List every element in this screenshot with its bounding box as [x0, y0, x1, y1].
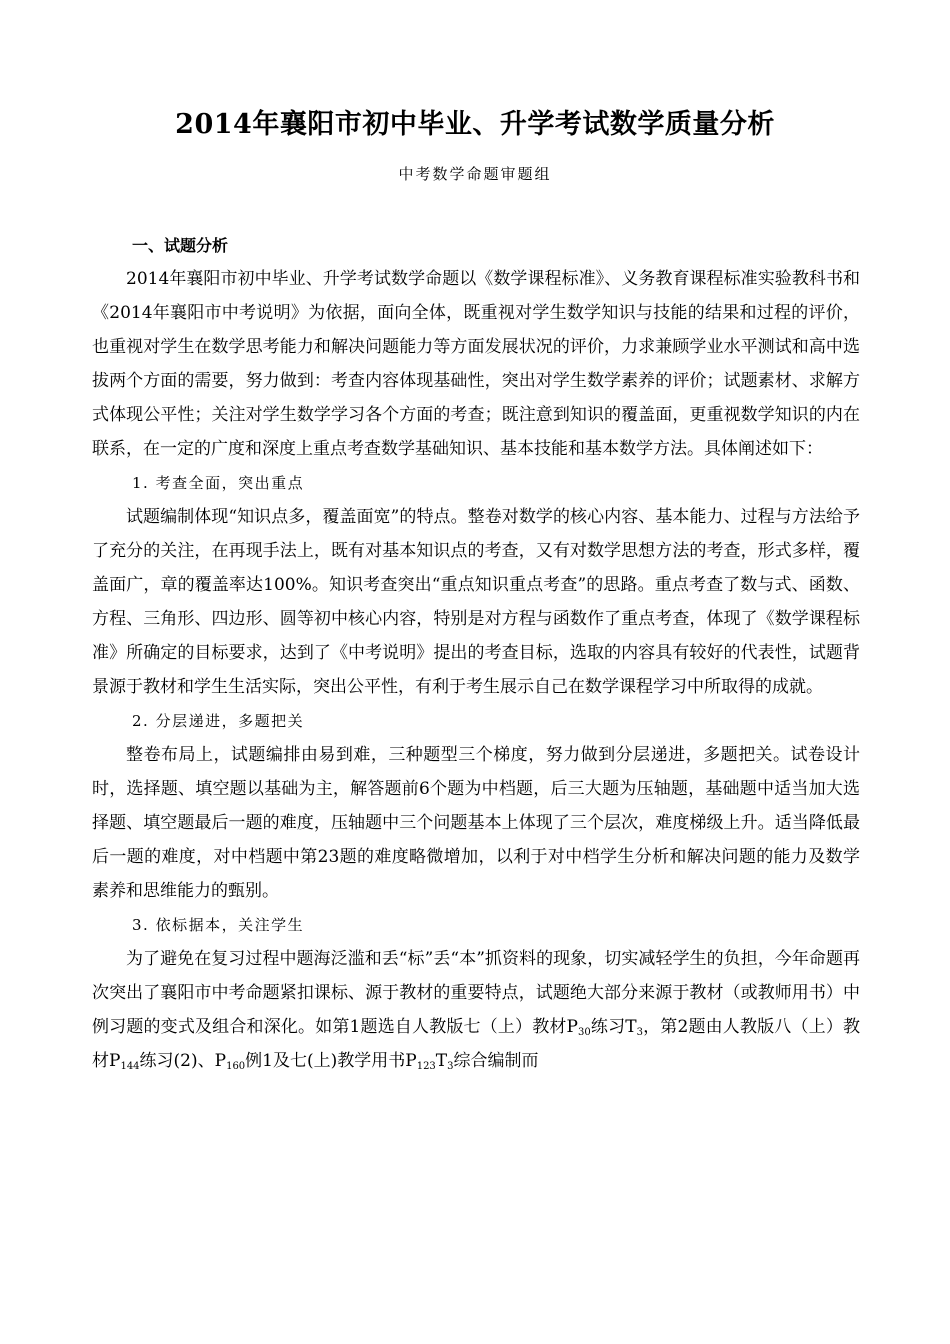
point3-text-6: T [435, 1051, 448, 1071]
point2-heading: 2. 分层递进，多题把关 [132, 712, 305, 730]
point3-paragraph [92, 942, 860, 1078]
page-title: 2014年襄阳市初中毕业、升学考试数学质量分析 [175, 109, 775, 140]
subscript-3b: 3 [447, 1061, 454, 1072]
point1-paragraph: 试题编制体现“知识点多，覆盖面宽”的特点。整卷对数学的核心内容、基本能力、过程与方法给予了充分的关注，在再现手法上，既有对基本知识点的考查，又有对数学思想方法的考查，形式多样，覆盖面广，章的覆盖率达100%。知识考查突出“重点知识重点考查”的思路。重点考查了数与式、函数、方程、三角形、四边形、圆等初中核心内容，特别是对方程与函数作了重点考查，体现了《数学课程标准》所确定的目标要求，达到了《中考说明》提出的考查目标，选取的内容具有较好的代表性，试题背景源于教材和学生生活实际，突出公平性，有利于考生展示自己在数学课程学习中所取得的成就。 [92, 507, 860, 697]
point2-paragraph: 整卷布局上，试题编排由易到难，三种题型三个梯度，努力做到分层递进，多题把关。试卷设计时，选择题、填空题以基础为主，解答题前6个题为中档题，后三大题为压轴题，基础题中适当加大选择题、填空题最后一题的难度，压轴题中三个问题基本上体现了三个层次，难度梯级上升。适当降低最后一题的难度，对中档题中第23题的难度略微增加，以利于对中档学生分析和解决问题的能力及数学素养和思维能力的甄别。 [92, 745, 860, 901]
author-line: 中考数学命题审题组 [398, 165, 552, 183]
subscript-30: 30 [578, 1027, 591, 1038]
point3-heading: 3. 依标据本，关注学生 [132, 916, 305, 934]
point3-text-5: 例1及七(上)教学用书P [245, 1051, 417, 1071]
point1-heading: 1. 考查全面，突出重点 [132, 474, 305, 492]
subscript-144: 144 [120, 1061, 140, 1072]
point3-text-2: 练习T [590, 1017, 637, 1037]
intro-paragraph: 2014年襄阳市初中毕业、升学考试数学命题以《数学课程标准》、义务教育课程标准实验教科书和《2014年襄阳市中考说明》为依据，面向全体，既重视对学生数学知识与技能的结果和过程的评价，也重视对学生在数学思考能力和解决问题能力等方面发展状况的评价，力求兼顾学业水平测试和高中选拔两个方面的需要，努力做到：考查内容体现基础性，突出对学生数学素养的评价；试题素材、求解方式体现公平性；关注对学生数学学习各个方面的考查；既注意到知识的覆盖面，更重视数学知识的内在联系，在一定的广度和深度上重点考查数学基础知识、基本技能和基本数学方法。具体阐述如下： [92, 269, 860, 459]
point3-text-4: 练习(2)、P [139, 1051, 227, 1071]
point3-text-3: ，第2题由人教版八（上）教材P [92, 1017, 860, 1071]
section-heading: 一、试题分析 [132, 236, 229, 255]
document-body [92, 262, 860, 1078]
point3-text-1: 为了避免在复习过程中题海泛滥和丢“标”丢“本”抓资料的现象，切实减轻学生的负担，今年命题再次突出了襄阳市中考命题紧扣课标、源于教材的重要特点，试题绝大部分来源于教材（或教师用书）中例习题的变式及组合和深化。如第1题选自人教版七（上）教材P [92, 949, 860, 1037]
point3-text-7: 综合编制而 [453, 1051, 539, 1071]
subscript-123: 123 [416, 1061, 436, 1072]
subscript-3a: 3 [636, 1027, 643, 1038]
subscript-160: 160 [226, 1061, 246, 1072]
